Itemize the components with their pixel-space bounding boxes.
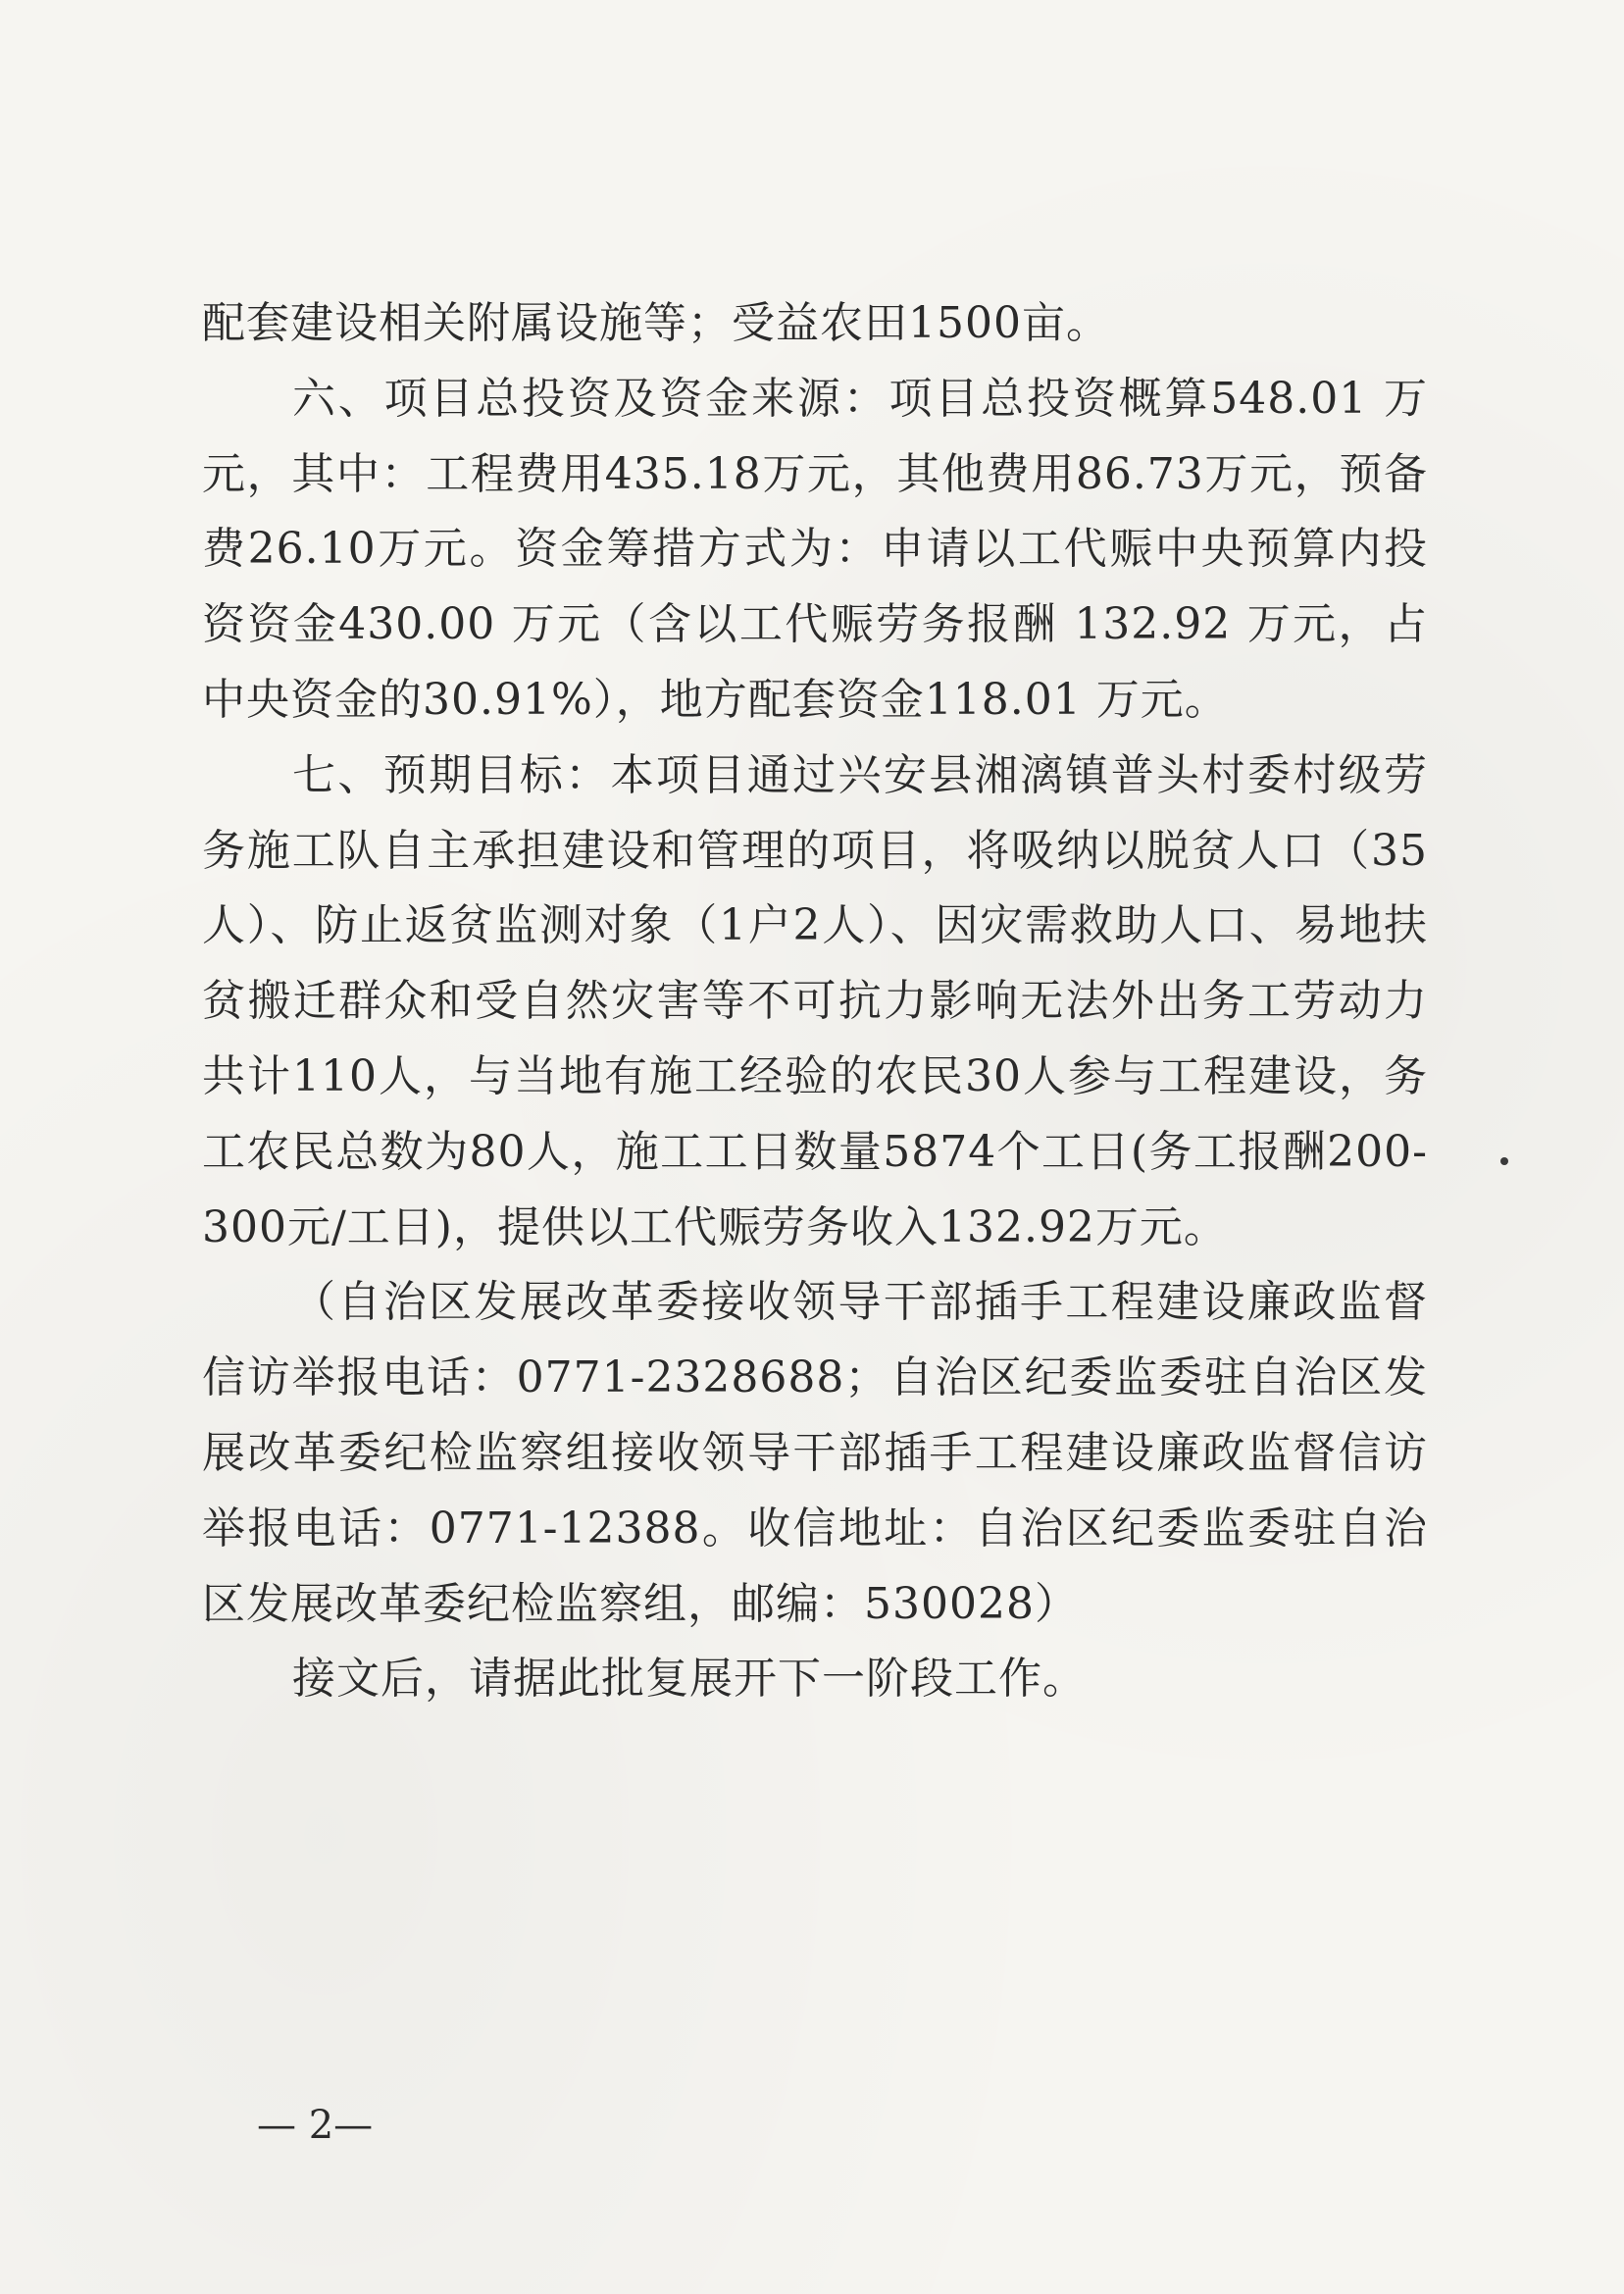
paragraph-facilities: 配套建设相关附属设施等；受益农田1500亩。 bbox=[202, 298, 1110, 348]
paragraph-investment: 六、项目总投资及资金来源：项目总投资概算548.01 万元，其中：工程费用435.18万元，其他费用86.73万元，预备费26.10万元。资金筹措方式为：申请以工代赈中央预算内投资资金430.00 万元（含以工代赈劳务报酬 132.92 万元，占中央资金的30.91%），地方配套资金118.01 万元。 bbox=[202, 373, 1428, 725]
document-body bbox=[202, 286, 1428, 1717]
scan-speck bbox=[1500, 1157, 1508, 1165]
paragraph-expected-goals: 七、预期目标：本项目通过兴安县湘漓镇普头村委村级劳务施工队自主承担建设和管理的项目，将吸纳以脱贫人口（35人）、防止返贫监测对象（1户2人）、因灾需救助人口、易地扶贫搬迁群众和受自然灾害等不可抗力影响无法外出务工劳动力共计110人，与当地有施工经验的农民30人参与工程建设，务工农民总数为80人，施工工日数量5874个工日(务工报酬200-300元/工日)，提供以工代赈劳务收入132.92万元。 bbox=[202, 749, 1428, 1252]
paragraph-closing-instruction: 接文后，请据此批复展开下一阶段工作。 bbox=[292, 1654, 1087, 1705]
paragraph-reporting-contacts: （自治区发展改革委接收领导干部插手工程建设廉政监督信访举报电话：0771-2328688；自治区纪委监委驻自治区发展改革委纪检监察组接收领导干部插手工程建设廉政监督信访举报电话：0771-12388。收信地址：自治区纪委监委驻自治区发展改革委纪检监察组，邮编：530028） bbox=[202, 1277, 1428, 1629]
page-number: — 2— bbox=[257, 2103, 374, 2148]
